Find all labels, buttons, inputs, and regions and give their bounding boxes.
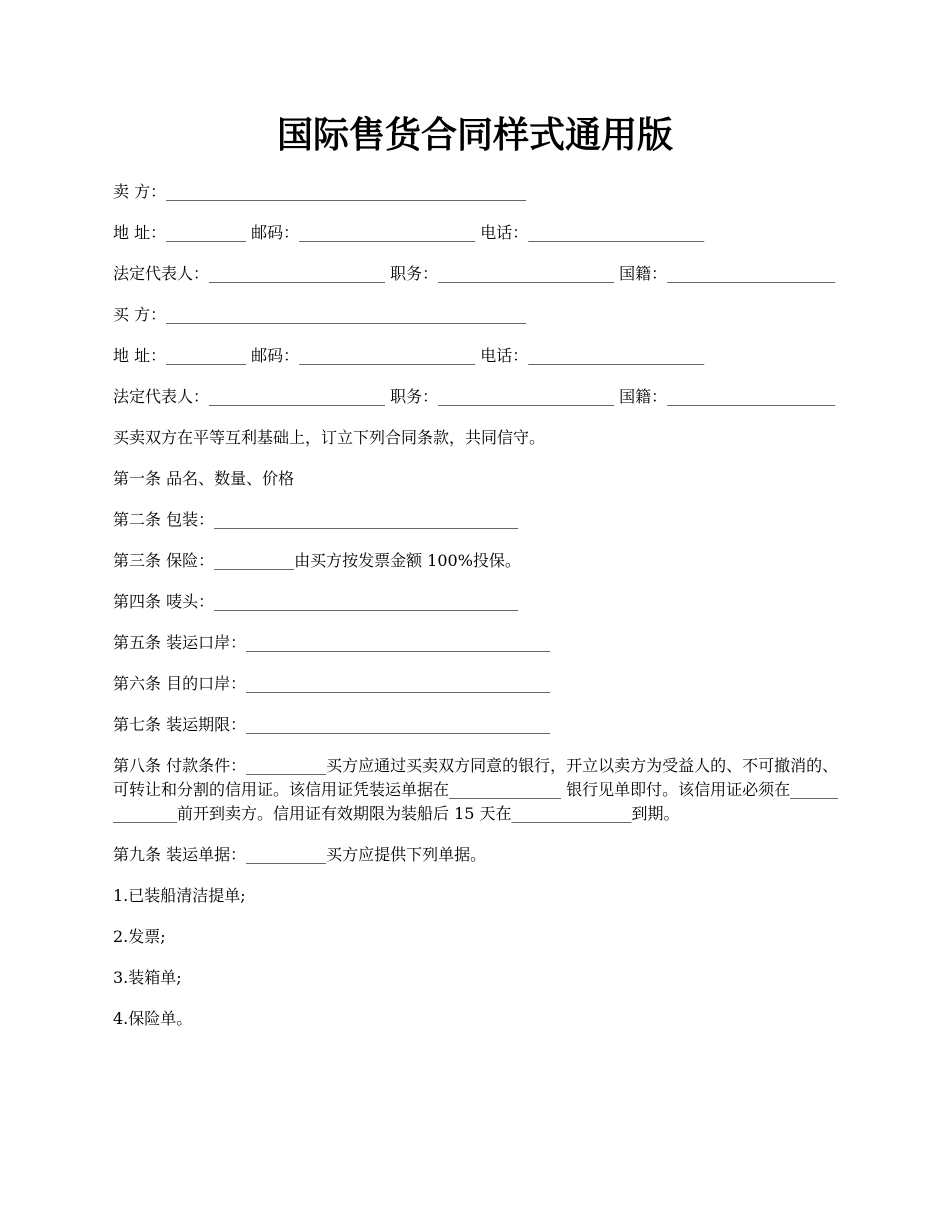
seller-line: 卖 方：_____________________________________________ xyxy=(113,182,527,201)
list-item: 4.保险单。 xyxy=(113,1009,193,1028)
buyer-line: 买 方：_____________________________________________ xyxy=(113,305,527,324)
article-9: 第九条 装运单据：__________买方应提供下列单据。 xyxy=(113,845,487,864)
list-item: 1.已装船清洁提单; xyxy=(113,886,246,905)
buyer-address-line: 地 址：__________ 邮码：______________________ 电话：______________________ xyxy=(113,346,705,365)
document-body xyxy=(113,180,840,1048)
list-item: 2.发票; xyxy=(113,927,166,946)
article-5: 第五条 装运口岸：______________________________________ xyxy=(113,633,551,652)
buyer-representative-line: 法定代表人：______________________ 职务：______________________ 国籍：_____________________ xyxy=(113,387,836,406)
seller-address-line: 地 址：__________ 邮码：______________________ 电话：______________________ xyxy=(113,223,705,242)
article-2: 第二条 包装：______________________________________ xyxy=(113,510,519,529)
article-3: 第三条 保险：__________由买方按发票金额 100%投保。 xyxy=(113,551,521,570)
seller-representative-line: 法定代表人：______________________ 职务：______________________ 国籍：_____________________ xyxy=(113,264,836,283)
list-item: 3.装箱单; xyxy=(113,968,182,987)
preamble: 买卖双方在平等互利基础上，订立下列合同条款，共同信守。 xyxy=(113,428,546,447)
article-6: 第六条 目的口岸：______________________________________ xyxy=(113,674,551,693)
article-4: 第四条 唛头：______________________________________ xyxy=(113,592,519,611)
article-1: 第一条 品名、数量、价格 xyxy=(113,469,295,488)
article-7: 第七条 装运期限：______________________________________ xyxy=(113,715,551,734)
article-8: 第八条 付款条件：__________买方应通过买卖双方同意的银行，开立以卖方为受益人的、不可撤消的、可转让和分割的信用证。该信用证凭装运单据在______________ 银行见单即付。该信用证必须在______________前开到卖方。信用证有效期限为装船后 15 天在_______________到期。 xyxy=(113,756,839,823)
page-title: 国际售货合同样式通用版 xyxy=(276,115,673,156)
